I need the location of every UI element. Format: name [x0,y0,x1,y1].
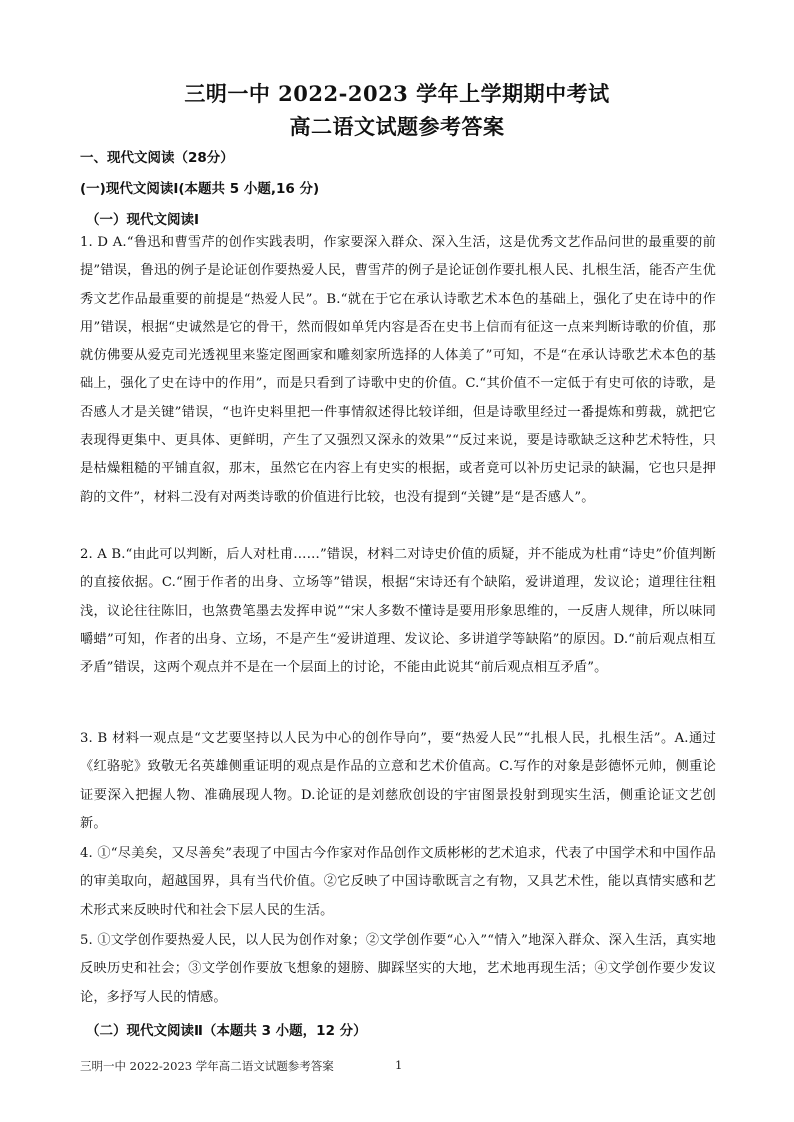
answer-paragraph-5: 5. ①文学创作要热爱人民，以人民为创作对象；②文学创作要“心入”“情入”地深入群众、深入生活，真实地反映历史和社会；③文学创作要放飞想象的翅膀、脚踩坚实的大地，艺术地再现生活；④文学创作要少发议论，多抒写人民的情感。 [80,933,716,1005]
subsection-heading: (一)现代文阅读Ⅰ(本题共 5 小题,16 分) [80,181,320,197]
subsection-heading-2: （二）现代文阅读Ⅱ（本题共 3 小题，12 分） [86,1023,367,1039]
document-subtitle: 高二语文试题参考答案 [289,114,505,139]
answer-paragraph-4: 4. ①“尽美矣，又尽善矣”表现了中国古今作家对作品创作文质彬彬的艺术追求，代表了中国学术和中国作品的审美取向，超越国界，具有当代价值。②它反映了中国诗歌既言之有物，又具艺术性，能以真情实感和艺术形式来反映时代和社会下层人民的生活。 [80,846,716,918]
subsection-heading-repeat: （一）现代文阅读Ⅰ [86,212,200,228]
document-title: 三明一中 2022-2023 学年上学期期中考试 [184,81,610,106]
answer-paragraph-3: 3. B 材料一观点是“文艺要坚持以人民为中心的创作导向”，要“热爱人民”“扎根人民，扎根生活”。A.通过《红骆驼》致敬无名英雄侧重证明的观点是作品的立意和艺术价值高。C.写作的对象是彭德怀元帅，侧重论证要深入把握人物、准确展现人物。D.论证的是刘慈欣创设的宇宙图景投射到现实生活，侧重论证文艺创新。 [80,731,716,831]
page-footer: 三明一中 2022-2023 学年高二语文试题参考答案 [80,1059,334,1073]
section-heading: 一、现代文阅读（28分） [80,150,234,166]
page-number: 1 [395,1058,403,1072]
answer-paragraph-1: 1. D A.“鲁迅和曹雪芹的创作实践表明，作家要深入群众、深入生活，这是优秀文艺作品问世的最重要的前提”错误，鲁迅的例子是论证创作要热爱人民，曹雪芹的例子是论证创作要扎根人民、扎根生活，能否产生优秀文艺作品最重要的前提是“热爱人民”。B.“就在于它在承认诗歌艺术本色的基础上，强化了史在诗中的作用”错误，根据“史诚然是它的骨干，然而假如单凭内容是否在史书上信而有征这一点来判断诗歌的价值，那就仿佛要从爱克司光透视里来鉴定图画家和雕刻家所选择的人体美了”可知，不是“在承认诗歌艺术本色的基础上，强化了史在诗中的作用”，而是只看到了诗歌中史的价值。C.“其价值不一定低于有史可依的诗歌，是否感人才是关键”错误，“也许史料里把一件事情叙述得比较详细，但是诗歌里经过一番提炼和剪裁，就把它表现得更集中、更具体、更鲜明，产生了又强烈又深永的效果”“反过来说，要是诗歌缺乏这种艺术特性，只是枯燥粗糙的平铺直叙，那末，虽然它在内容上有史实的根据，或者竟可以补历史记录的缺漏，它也只是押韵的文件”，材料二没有对两类诗歌的价值进行比较，也没有提到“关键”是“是否感人”。 [80,235,716,505]
answer-paragraph-2: 2. A B.“由此可以判断，后人对杜甫……”错误，材料二对诗史价值的质疑，并不能成为杜甫“诗史”价值判断的直接依据。C.“囿于作者的出身、立场等”错误，根据“宋诗还有个缺陷，爱讲道理，发议论；道理往往粗浅，议论往往陈旧，也煞费笔墨去发挥申说”“宋人多数不懂诗是要用形象思维的，一反唐人规律，所以味同嚼蜡”可知，作者的出身、立场，不是产生“爱讲道理、发议论、多讲道学等缺陷”的原因。D.“前后观点相互矛盾”错误，这两个观点并不是在一个层面上的讨论，不能由此说其“前后观点相互矛盾”。 [80,547,716,676]
